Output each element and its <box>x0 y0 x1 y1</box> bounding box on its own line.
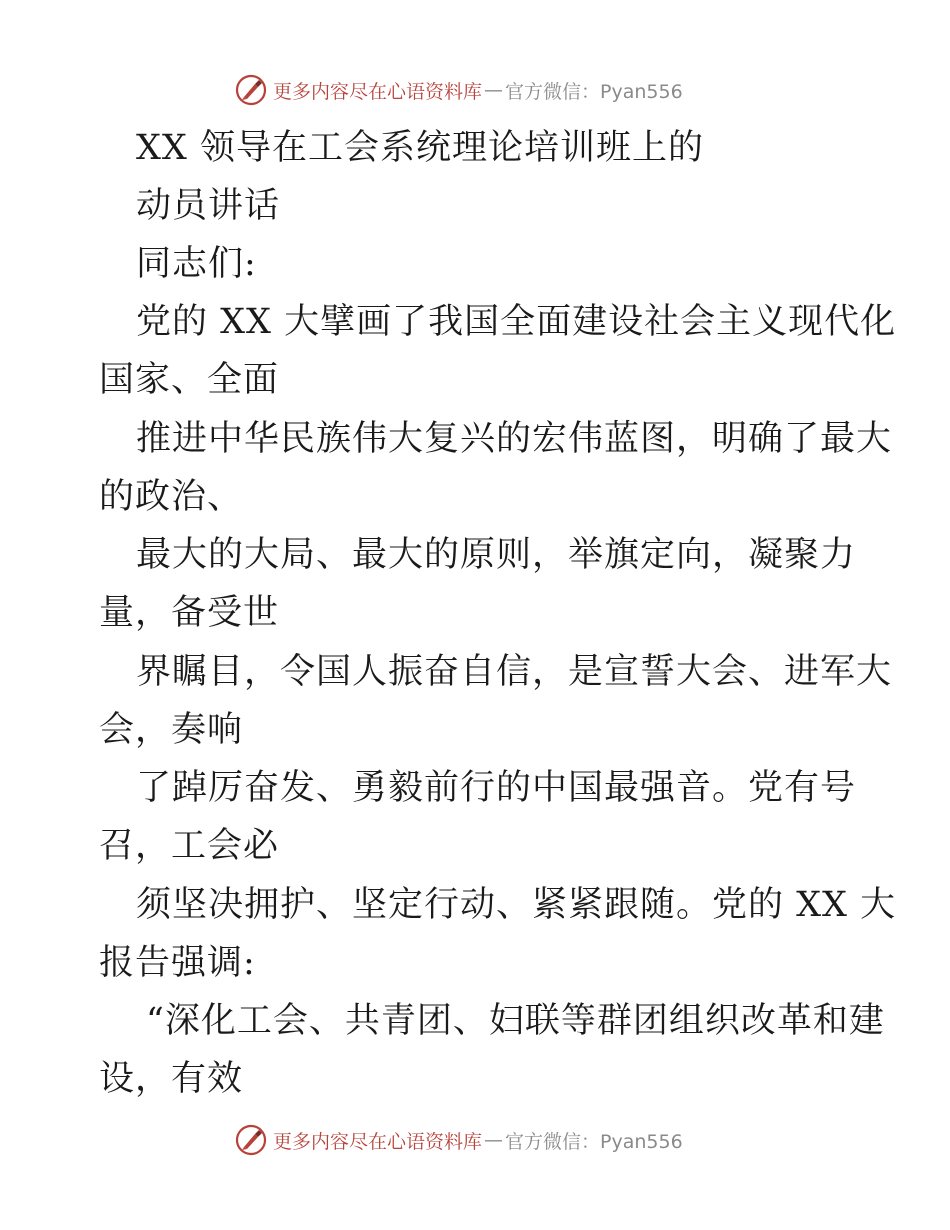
watermark-prefix: 更多内容尽在心语资料库 <box>273 80 483 103</box>
watermark-suffix: 官方微信：Pyan556 <box>505 1130 683 1153</box>
paragraph-line: 报告强调: <box>99 943 256 983</box>
watermark-suffix: 官方微信：Pyan556 <box>505 80 683 103</box>
paragraph-line: 召，工会必 <box>99 826 280 866</box>
pen-logo-icon <box>235 1124 267 1156</box>
doc-title-line-2: 动员讲话 <box>136 186 281 226</box>
paragraph-line: 推进中华民族伟大复兴的宏伟蓝图，明确了最大 <box>136 419 893 459</box>
watermark-prefix: 更多内容尽在心语资料库 <box>273 1130 483 1153</box>
paragraph-line: 量，备受世 <box>99 593 280 633</box>
paragraph-line: 最大的大局、最大的原则，举旗定向，凝聚力 <box>136 535 857 575</box>
watermark-dash: — <box>484 79 504 101</box>
paragraph-line: 的政治、 <box>99 477 244 517</box>
paragraph-line: 国家、全面 <box>99 360 280 400</box>
paragraph-line: “深化工会、共青团、妇联等群团组织改革和建 <box>146 1001 885 1041</box>
doc-title-line-1: XX 领导在工会系统理论培训班上的 <box>136 128 704 168</box>
paragraph-line: 界瞩目，令国人振奋自信，是宣誓大会、进军大 <box>136 652 893 692</box>
salutation: 同志们: <box>136 244 257 284</box>
watermark-dash: — <box>484 1129 504 1151</box>
footer-watermark <box>235 1122 683 1158</box>
paragraph-line: 党的 XX 大擘画了我国全面建设社会主义现代化 <box>136 302 897 342</box>
paragraph-line: 设，有效 <box>99 1059 244 1099</box>
paragraph-line: 会，奏响 <box>99 710 244 750</box>
paragraph-line: 了踔厉奋发、勇毅前行的中国最强音。党有号 <box>136 768 857 808</box>
paragraph-line: 须坚决拥护、坚定行动、紧紧跟随。党的 XX 大 <box>136 885 897 925</box>
